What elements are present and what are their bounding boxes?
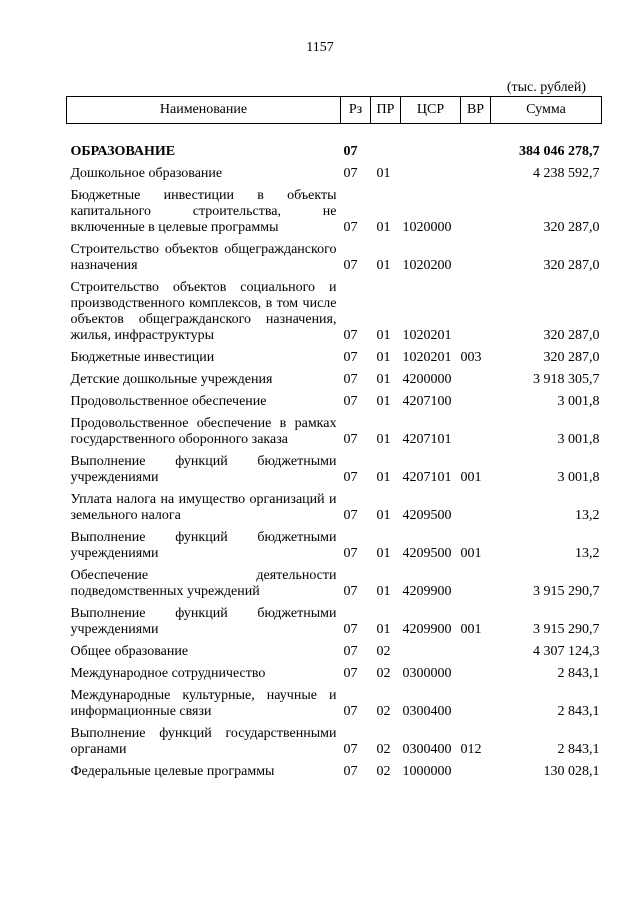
- cell-sum: 2 843,1: [557, 704, 600, 719]
- cell-pr: 01: [376, 394, 391, 409]
- cell-sum: 2 843,1: [557, 666, 600, 681]
- cell-pr: 01: [376, 258, 391, 273]
- cell-sum: 4 307 124,3: [533, 644, 600, 659]
- cell-name: Выполнение функций бюджетными учреждениями: [70, 606, 337, 637]
- cell-sum: 130 028,1: [543, 764, 600, 779]
- cell-sum: 3 001,8: [557, 432, 600, 447]
- cell-rz: 07: [343, 742, 358, 757]
- cell-csr: 4200000: [402, 372, 452, 387]
- table-row: [67, 346, 602, 368]
- cell-sum: 3 001,8: [557, 394, 600, 409]
- cell-pr: 02: [376, 742, 391, 757]
- cell-vr: [461, 760, 491, 782]
- cell-vr: 001: [460, 546, 482, 561]
- cell-rz: 07: [343, 584, 358, 599]
- header-vr: ВР: [461, 97, 491, 124]
- cell-pr: 01: [376, 432, 391, 447]
- cell-sum: 4 238 592,7: [533, 166, 600, 181]
- cell-vr: [461, 684, 491, 722]
- cell-pr: 01: [376, 328, 391, 343]
- cell-name: Продовольственное обеспечение: [70, 394, 267, 409]
- table-row: [67, 184, 602, 238]
- cell-vr: [461, 412, 491, 450]
- cell-name: Детские дошкольные учреждения: [70, 372, 273, 387]
- cell-vr: [461, 276, 491, 346]
- cell-pr: 02: [376, 644, 391, 659]
- table-row: [67, 684, 602, 722]
- cell-sum: 384 046 278,7: [519, 144, 600, 159]
- units-label: (тыс. рублей): [506, 80, 586, 95]
- cell-name: Уплата налога на имущество организаций и земельного налога: [70, 492, 337, 523]
- cell-name: Дошкольное образование: [70, 166, 223, 181]
- cell-csr: 1020201: [402, 328, 452, 343]
- cell-rz: 07: [343, 622, 358, 637]
- cell-rz: 07: [343, 166, 358, 181]
- cell-rz: 07: [343, 508, 358, 523]
- header-sum: Сумма: [491, 97, 602, 124]
- cell-vr: 001: [460, 622, 482, 637]
- cell-name: Продовольственное обеспечение в рамках государственного оборонного заказа: [70, 416, 337, 447]
- cell-csr: 4207100: [402, 394, 452, 409]
- cell-vr: [461, 662, 491, 684]
- cell-sum: 320 287,0: [543, 328, 600, 343]
- cell-pr: 01: [376, 372, 391, 387]
- cell-name: Выполнение функций бюджетными учреждениями: [70, 530, 337, 561]
- cell-csr: 0300000: [402, 666, 452, 681]
- cell-vr: [461, 640, 491, 662]
- cell-sum: 320 287,0: [543, 220, 600, 235]
- cell-csr: [401, 124, 461, 163]
- cell-sum: 3 915 290,7: [533, 622, 600, 637]
- cell-rz: 07: [343, 394, 358, 409]
- cell-name: Выполнение функций государственными органами: [70, 726, 337, 757]
- cell-vr: [461, 390, 491, 412]
- cell-sum: 13,2: [575, 546, 600, 561]
- cell-csr: 4209500: [402, 508, 452, 523]
- cell-pr: 01: [376, 584, 391, 599]
- cell-name: Федеральные целевые программы: [70, 764, 275, 779]
- cell-vr: 012: [460, 742, 482, 757]
- cell-pr: 01: [376, 220, 391, 235]
- cell-name: ОБРАЗОВАНИЕ: [70, 144, 176, 159]
- cell-pr: 01: [376, 470, 391, 485]
- cell-name: Международное сотрудничество: [70, 666, 266, 681]
- cell-rz: 07: [343, 350, 358, 365]
- cell-name: Бюджетные инвестиции: [70, 350, 215, 365]
- cell-csr: 4207101: [402, 470, 452, 485]
- cell-name: Международные культурные, научные и информационные связи: [70, 688, 337, 719]
- cell-rz: 07: [343, 372, 358, 387]
- header-name: Наименование: [67, 97, 341, 124]
- table-row: [67, 760, 602, 782]
- cell-csr: 4209900: [402, 622, 452, 637]
- header-rz: Рз: [341, 97, 371, 124]
- table-row: [67, 662, 602, 684]
- table-header-row: [67, 97, 602, 124]
- cell-pr: 01: [376, 622, 391, 637]
- cell-pr: 02: [376, 764, 391, 779]
- cell-rz: 07: [343, 644, 358, 659]
- cell-sum: 3 001,8: [557, 470, 600, 485]
- table-row: [67, 412, 602, 450]
- cell-sum: 3 915 290,7: [533, 584, 600, 599]
- cell-vr: [461, 184, 491, 238]
- table-row: [67, 276, 602, 346]
- cell-rz: 07: [343, 432, 358, 447]
- cell-rz: 07: [343, 328, 358, 343]
- budget-table: [66, 96, 602, 782]
- cell-rz: 07: [343, 220, 358, 235]
- cell-name: Обеспечение деятельности подведомственных учреждений: [70, 568, 337, 599]
- cell-csr: 0300400: [402, 704, 452, 719]
- cell-csr: 4209900: [402, 584, 452, 599]
- cell-sum: 320 287,0: [543, 350, 600, 365]
- cell-pr: 02: [376, 666, 391, 681]
- cell-sum: 13,2: [575, 508, 600, 523]
- cell-vr: [461, 368, 491, 390]
- cell-sum: 2 843,1: [557, 742, 600, 757]
- cell-sum: 320 287,0: [543, 258, 600, 273]
- cell-rz: 07: [343, 258, 358, 273]
- table-row: [67, 526, 602, 564]
- table-row: [67, 368, 602, 390]
- cell-csr: 1020000: [402, 220, 452, 235]
- cell-rz: 07: [343, 144, 358, 159]
- cell-csr: 1020200: [402, 258, 452, 273]
- cell-vr: [461, 488, 491, 526]
- cell-pr: 01: [376, 166, 391, 181]
- cell-vr: [461, 162, 491, 184]
- cell-name: Общее образование: [70, 644, 189, 659]
- table-row: [67, 602, 602, 640]
- page-number: 1157: [306, 40, 334, 55]
- cell-csr: 1020201: [402, 350, 452, 365]
- cell-rz: 07: [343, 704, 358, 719]
- cell-csr: 0300400: [402, 742, 452, 757]
- cell-csr: [401, 162, 461, 184]
- cell-vr: 003: [460, 350, 482, 365]
- cell-sum: 3 918 305,7: [533, 372, 600, 387]
- cell-pr: 02: [376, 704, 391, 719]
- cell-vr: [461, 124, 491, 163]
- table-row: [67, 722, 602, 760]
- cell-pr: 01: [376, 508, 391, 523]
- cell-pr: 01: [376, 350, 391, 365]
- header-csr: ЦСР: [401, 97, 461, 124]
- cell-csr: 1000000: [402, 764, 452, 779]
- cell-pr: 01: [376, 546, 391, 561]
- table-row: [67, 162, 602, 184]
- table-row: [67, 640, 602, 662]
- cell-name: Строительство объектов социального и производственного комплексов, в том числе объектов общегражданского назначения, жилья, инфраструктуры: [70, 280, 337, 343]
- cell-csr: 4209500: [402, 546, 452, 561]
- cell-vr: [461, 564, 491, 602]
- cell-rz: 07: [343, 666, 358, 681]
- table-row: [67, 124, 602, 163]
- cell-rz: 07: [343, 764, 358, 779]
- table-row: [67, 390, 602, 412]
- cell-vr: 001: [460, 470, 482, 485]
- cell-name: Строительство объектов общегражданского назначения: [70, 242, 337, 273]
- cell-pr: [371, 124, 401, 163]
- table-row: [67, 564, 602, 602]
- header-pr: ПР: [371, 97, 401, 124]
- table-row: [67, 238, 602, 276]
- cell-name: Выполнение функций бюджетными учреждениями: [70, 454, 337, 485]
- cell-rz: 07: [343, 470, 358, 485]
- cell-vr: [461, 238, 491, 276]
- cell-rz: 07: [343, 546, 358, 561]
- table-row: [67, 450, 602, 488]
- cell-csr: 4207101: [402, 432, 452, 447]
- table-row: [67, 488, 602, 526]
- cell-name: Бюджетные инвестиции в объекты капитального строительства, не включенные в целевые программы: [70, 188, 337, 235]
- cell-csr: [401, 640, 461, 662]
